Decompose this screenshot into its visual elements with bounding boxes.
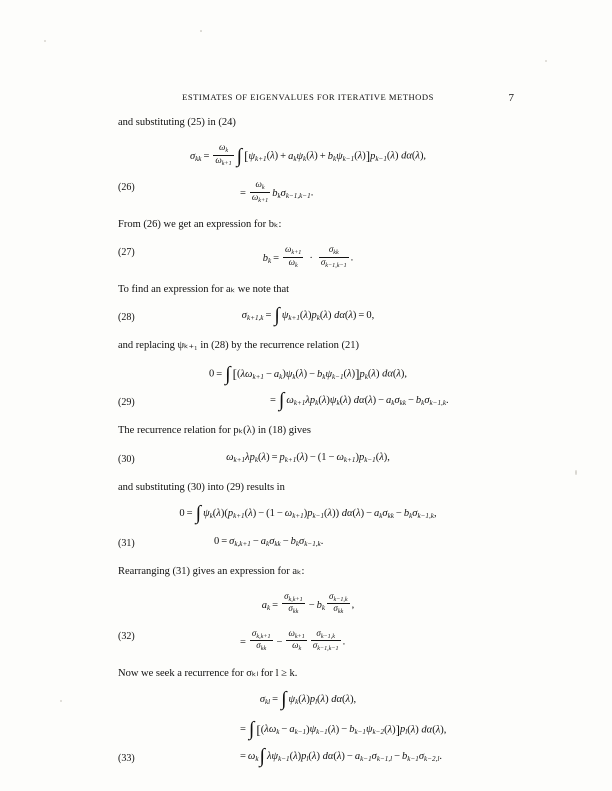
equation-body: $a_k$ = $\frac{\sigma_{k,k+1}}{\sigma_{kk}}$ − $b_k$ $\frac{\sigma_{k-1,k}}{\sigma_{kk}}$ , (261, 590, 355, 616)
equation-tag: (31) (118, 537, 135, 549)
equation-28b (118, 362, 498, 385)
equation-body: = $\frac{\sigma_{k,k+1}}{\sigma_{kk}}$ − $\frac{\omega_{k+1}}{\omega_k}$ $\frac{\sigma_{k-1,k}}{\sigma_{k-1,k-1}}$ . (240, 627, 346, 653)
equation-24a (118, 143, 498, 167)
scan-speck (44, 40, 46, 42)
equation-31b (118, 592, 498, 616)
paragraph-text: and substituting (25) in (24) (118, 117, 236, 128)
equation-29 (118, 389, 498, 412)
scan-speck (575, 470, 577, 475)
equation-28 (118, 304, 498, 327)
paragraph-text: Rearranging (31) gives an expression for aₖ: (118, 565, 305, 577)
paragraph-text: and replacing ψₖ₊₁ in (28) by the recurrence relation (21) (118, 340, 359, 352)
equation-tag: (28) (118, 312, 135, 324)
running-head: ESTIMATES OF EIGENVALUES FOR ITERATIVE METHODS (182, 92, 434, 102)
equation-32 (118, 629, 498, 653)
scan-speck (545, 60, 547, 62)
equation-tag: (32) (118, 630, 135, 642)
equation-body: 0 = ∫ $\psi_k(\lambda)(p_{k+1}(\lambda) - (1 - \omega_{k+1})p_{k-1}(\lambda)) d\alpha(\lambda) - a_k\sigma_{kk} - b_k\sigma_{k-1,k}$, (179, 501, 437, 524)
equation-30b (118, 501, 498, 524)
equation-tag: (33) (118, 752, 135, 764)
equation-body: $\sigma_{k+1,k}$ = ∫ $\psi_{k+1}(\lambda)p_k(\lambda) d\alpha(\lambda) = 0$, (241, 304, 375, 327)
equation-27 (118, 245, 498, 269)
paragraph-text: The recurrence relation for pₖ(λ) in (18) gives (118, 425, 311, 437)
equation-body: $b_k$ = $\frac{\omega_{k+1}}{\omega_k}$ · $\frac{\sigma_{kk}}{\sigma_{k-1,k-1}}$ . (262, 244, 354, 269)
equation-body: = $\omega_k\int$ $\lambda\psi_{k-1}(\lambda)p_l(\lambda) d\alpha(\lambda) - a_{k-1}\sigma_{k-1,l} - b_{k-1}\sigma_{k-2,l}$. (240, 744, 442, 767)
paragraph-text: and substituting (30) into (29) results in (118, 481, 285, 493)
equation-tag: (29) (118, 397, 135, 409)
equation-body: $\omega_{k+1}\lambda p_k(\lambda) = p_{k+1}(\lambda) - (1 - \omega_{k+1})p_{k-1}(\lambda)$, (226, 451, 390, 464)
equation-body: 0 = ∫ $[(\lambda\omega_{k+1} - a_k)\psi_k(\lambda) - b_k\psi_{k-1}(\lambda)]p_k(\lambda)$ dα(λ), (208, 362, 408, 385)
equation-body: $0 = \sigma_{k,k+1} - a_k\sigma_{kk} - b_k\sigma_{k-1,k}$. (214, 535, 324, 548)
page-number: 7 (508, 92, 514, 104)
scan-speck (200, 30, 202, 32)
paragraph-text: Now we seek a recurrence for σₖₗ for l ≥ k. (118, 667, 298, 679)
equation-body: = $\frac{\omega_k}{\omega_{k+1}}$ $b_k\sigma_{k-1,k-1}$. (240, 179, 314, 204)
equation-body: = ∫ $[(\lambda\omega_k - a_{k-1})\psi_{k-1}(\lambda) - b_{k-1}\psi_{k-2}(\lambda)]p_l(\lambda)$ dα(λ), (240, 718, 447, 741)
equation-body: $\sigma_{kl}$ = ∫ $\psi_k(\lambda)p_l(\lambda)$ dα(λ), (259, 687, 357, 710)
equation-33a (118, 687, 498, 710)
equation-31 (118, 536, 498, 551)
equation-tag: (27) (118, 247, 135, 259)
paragraph-text: From (26) we get an expression for bₖ: (118, 218, 282, 230)
equation-body: = ∫ $\omega_{k+1}\lambda p_k(\lambda)\psi_k(\lambda) d\alpha(\lambda) - a_k\sigma_{kk} - b_k\sigma_{k-1,k}$. (270, 389, 449, 412)
equation-body: $\sigma_{kk}$ = $\frac{\omega_k}{\omega_{k+1}}$ ∫ $[\psi_{k+1}(\lambda) + a_k\psi_k(\lambda) + b_k\psi_{k-1}(\lambda)]p_{k-1}(\lambda)$ dα(λ), (189, 142, 427, 167)
equation-26 (118, 180, 498, 204)
equation-tag: (26) (118, 182, 135, 194)
paragraph-text: To find an expression for aₖ we note that (118, 284, 290, 296)
equation-33 (118, 744, 498, 767)
equation-33b (118, 718, 498, 741)
scan-speck (60, 700, 62, 702)
equation-tag: (30) (118, 453, 135, 465)
page-content (118, 92, 514, 767)
equation-30 (118, 452, 498, 467)
